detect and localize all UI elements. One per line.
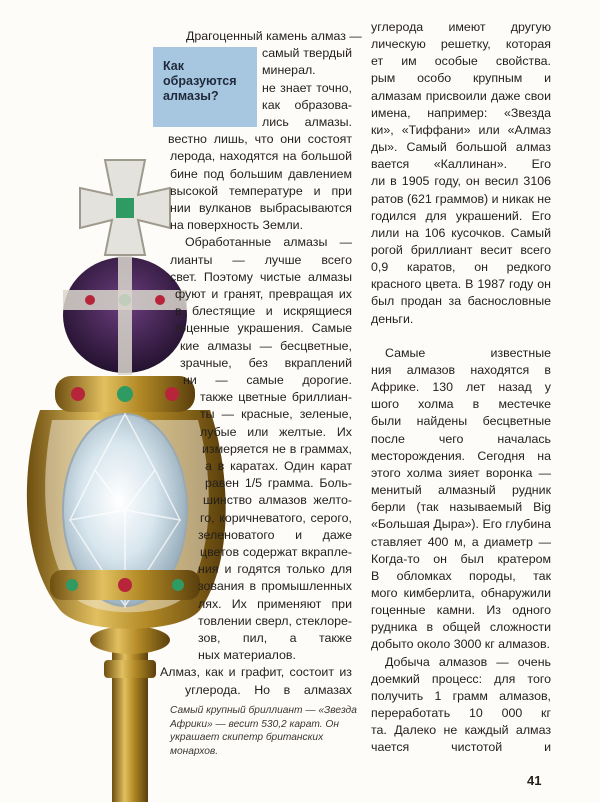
text-line: а в каратах. Один карат [205,459,352,473]
text-line: ния алмазов находятся в [371,363,551,377]
text-line: го, коричневатого, серого, [200,510,352,525]
text-line: ды». Самый большой алмаз [371,140,551,155]
text-line: Драгоценный камень алмаз — [186,29,362,43]
text-line: был продан за баснословные [371,294,551,309]
text-line: вестно лишь, что они состоят [168,132,352,147]
text-line: углерода. Но в алмазах [185,682,352,697]
text-line: рудника в общей сложности [371,620,551,635]
text-line: после чего началась [371,431,551,446]
text-line: зрачные, без вкраплений [180,355,352,370]
text-line: доемкий процесс: для того [371,671,551,686]
page-number: 41 [527,773,542,788]
text-line: цветов содержат вкрапле- [200,545,352,559]
text-line: алмазам присвоили даже свои [371,88,551,103]
text-line: менитый алмазный рудник [371,483,551,498]
text-line: та. Далеко не каждый алмаз [371,723,551,738]
sidebar-question-box [153,47,257,127]
text-line: Самые известные [385,345,551,360]
text-line: самый твердый [262,46,352,61]
text-line: лях. Их применяют при [198,596,352,611]
text-line: зования в промышленных [198,579,352,594]
text-line: вается «Каллинан». Его [371,157,551,172]
text-line: гоценные камни. Из одного [371,603,551,618]
text-line: фуют и гранят, превращая их [175,287,352,301]
text-line: гоценные украшения. Самые [175,321,352,336]
text-line: на поверхность Земли. [170,218,304,233]
text-line: Добыча алмазов — очень [385,654,551,669]
text-line: как образова- [262,97,352,112]
text-line: шого холма в местечке [371,397,551,412]
text-line: ни — самые дорогие. [183,373,352,387]
text-line: углерода имеют другую [371,20,551,34]
text-line: лианты — лучше всего [170,252,352,267]
text-line: Когда-то он был кратером [371,551,551,566]
text-line: лись алмазы. [262,115,352,129]
text-line: рогой бриллиант весит всего [371,242,551,257]
text-line: высокой температуре и при [170,183,352,198]
text-line: ет им особые свойства. [371,54,551,69]
text-line: ли в 1905 году, он весил 3106 [371,174,551,189]
text-line: имена, например: «Звезда [371,105,551,120]
text-line: Алмаз, как и графит, состоит из [160,665,352,680]
text-line: равен 1/5 грамма. Боль- [205,476,352,491]
text-line: свет. Поэтому чистые алмазы [170,269,352,284]
text-line: добыто около 3000 кг алмазов. [371,637,551,652]
text-line: Африке. 130 лет назад у [371,380,551,395]
text-line: бине под большим давлением [170,166,352,181]
text-line: ратов (621 граммов) и никак не [371,191,551,206]
text-line: переработать 10 000 кг [371,706,551,720]
text-line: были найдены бесцветные [371,414,551,429]
text-line: товлении сверл, стеклоре- [198,613,352,628]
text-line: зов, пил, а также [198,631,352,645]
text-line: берли (так называемый Big [371,500,551,515]
text-line: В обломках породы, так [371,568,551,583]
text-line: ния и годятся только для [198,562,352,577]
text-line: 0,9 каратов, он редкого [371,260,551,275]
text-line: нии вулканов выбрасываются [170,201,352,215]
text-line: ты — красные, зеленые, [200,407,352,422]
sidebar-question: Как образуются алмазы? [163,59,237,103]
text-line: лубые или желтые. Их [200,424,352,439]
text-line: лерода, находятся на большой [170,149,352,164]
text-line: ных материалов. [198,648,296,663]
text-line: кие алмазы — бесцветные, [180,338,352,353]
text-line: в блестящие и искрящиеся [175,304,352,319]
text-line: чается чистотой и [371,740,551,755]
text-line: «Большая Дыра»). Его глубина [371,517,551,532]
text-line: годился для украшений. Его [371,208,551,223]
text-line: лили на 106 кусочков. Самый [371,225,551,240]
text-line: получить 1 грамм алмазов, [371,688,551,703]
text-line: красного цвета. В 1987 году он [371,277,551,292]
text-line: зеленоватого и даже [198,527,352,542]
text-line: рым особо крупным и [371,71,551,86]
image-caption: Самый крупный бриллиант — «Звезда Африки» — весит 530,2 карат. Он украшает скипетр британских монархов. [170,705,357,757]
text-line: также цветные бриллиан- [200,390,352,405]
text-line: месторождения. Сегодня на [371,448,551,463]
text-line: лическую решетку, которая [371,37,551,52]
text-line: ставляет 400 м, а диаметр — [371,534,551,549]
text-line: мого кимберлита, обнаружили [371,585,551,600]
text-line: этого холма зияет воронка — [371,465,551,480]
text-line: не знает точно, [262,80,352,95]
text-line: деньги. [371,311,414,326]
text-line: шинство алмазов желто- [203,493,352,508]
text-line: ки», «Тиффани» или «Алмаз [371,122,551,137]
text-line: измеряется не в граммах, [202,441,352,456]
text-line: Обработанные алмазы — [185,235,352,250]
text-line: минерал. [262,63,316,78]
